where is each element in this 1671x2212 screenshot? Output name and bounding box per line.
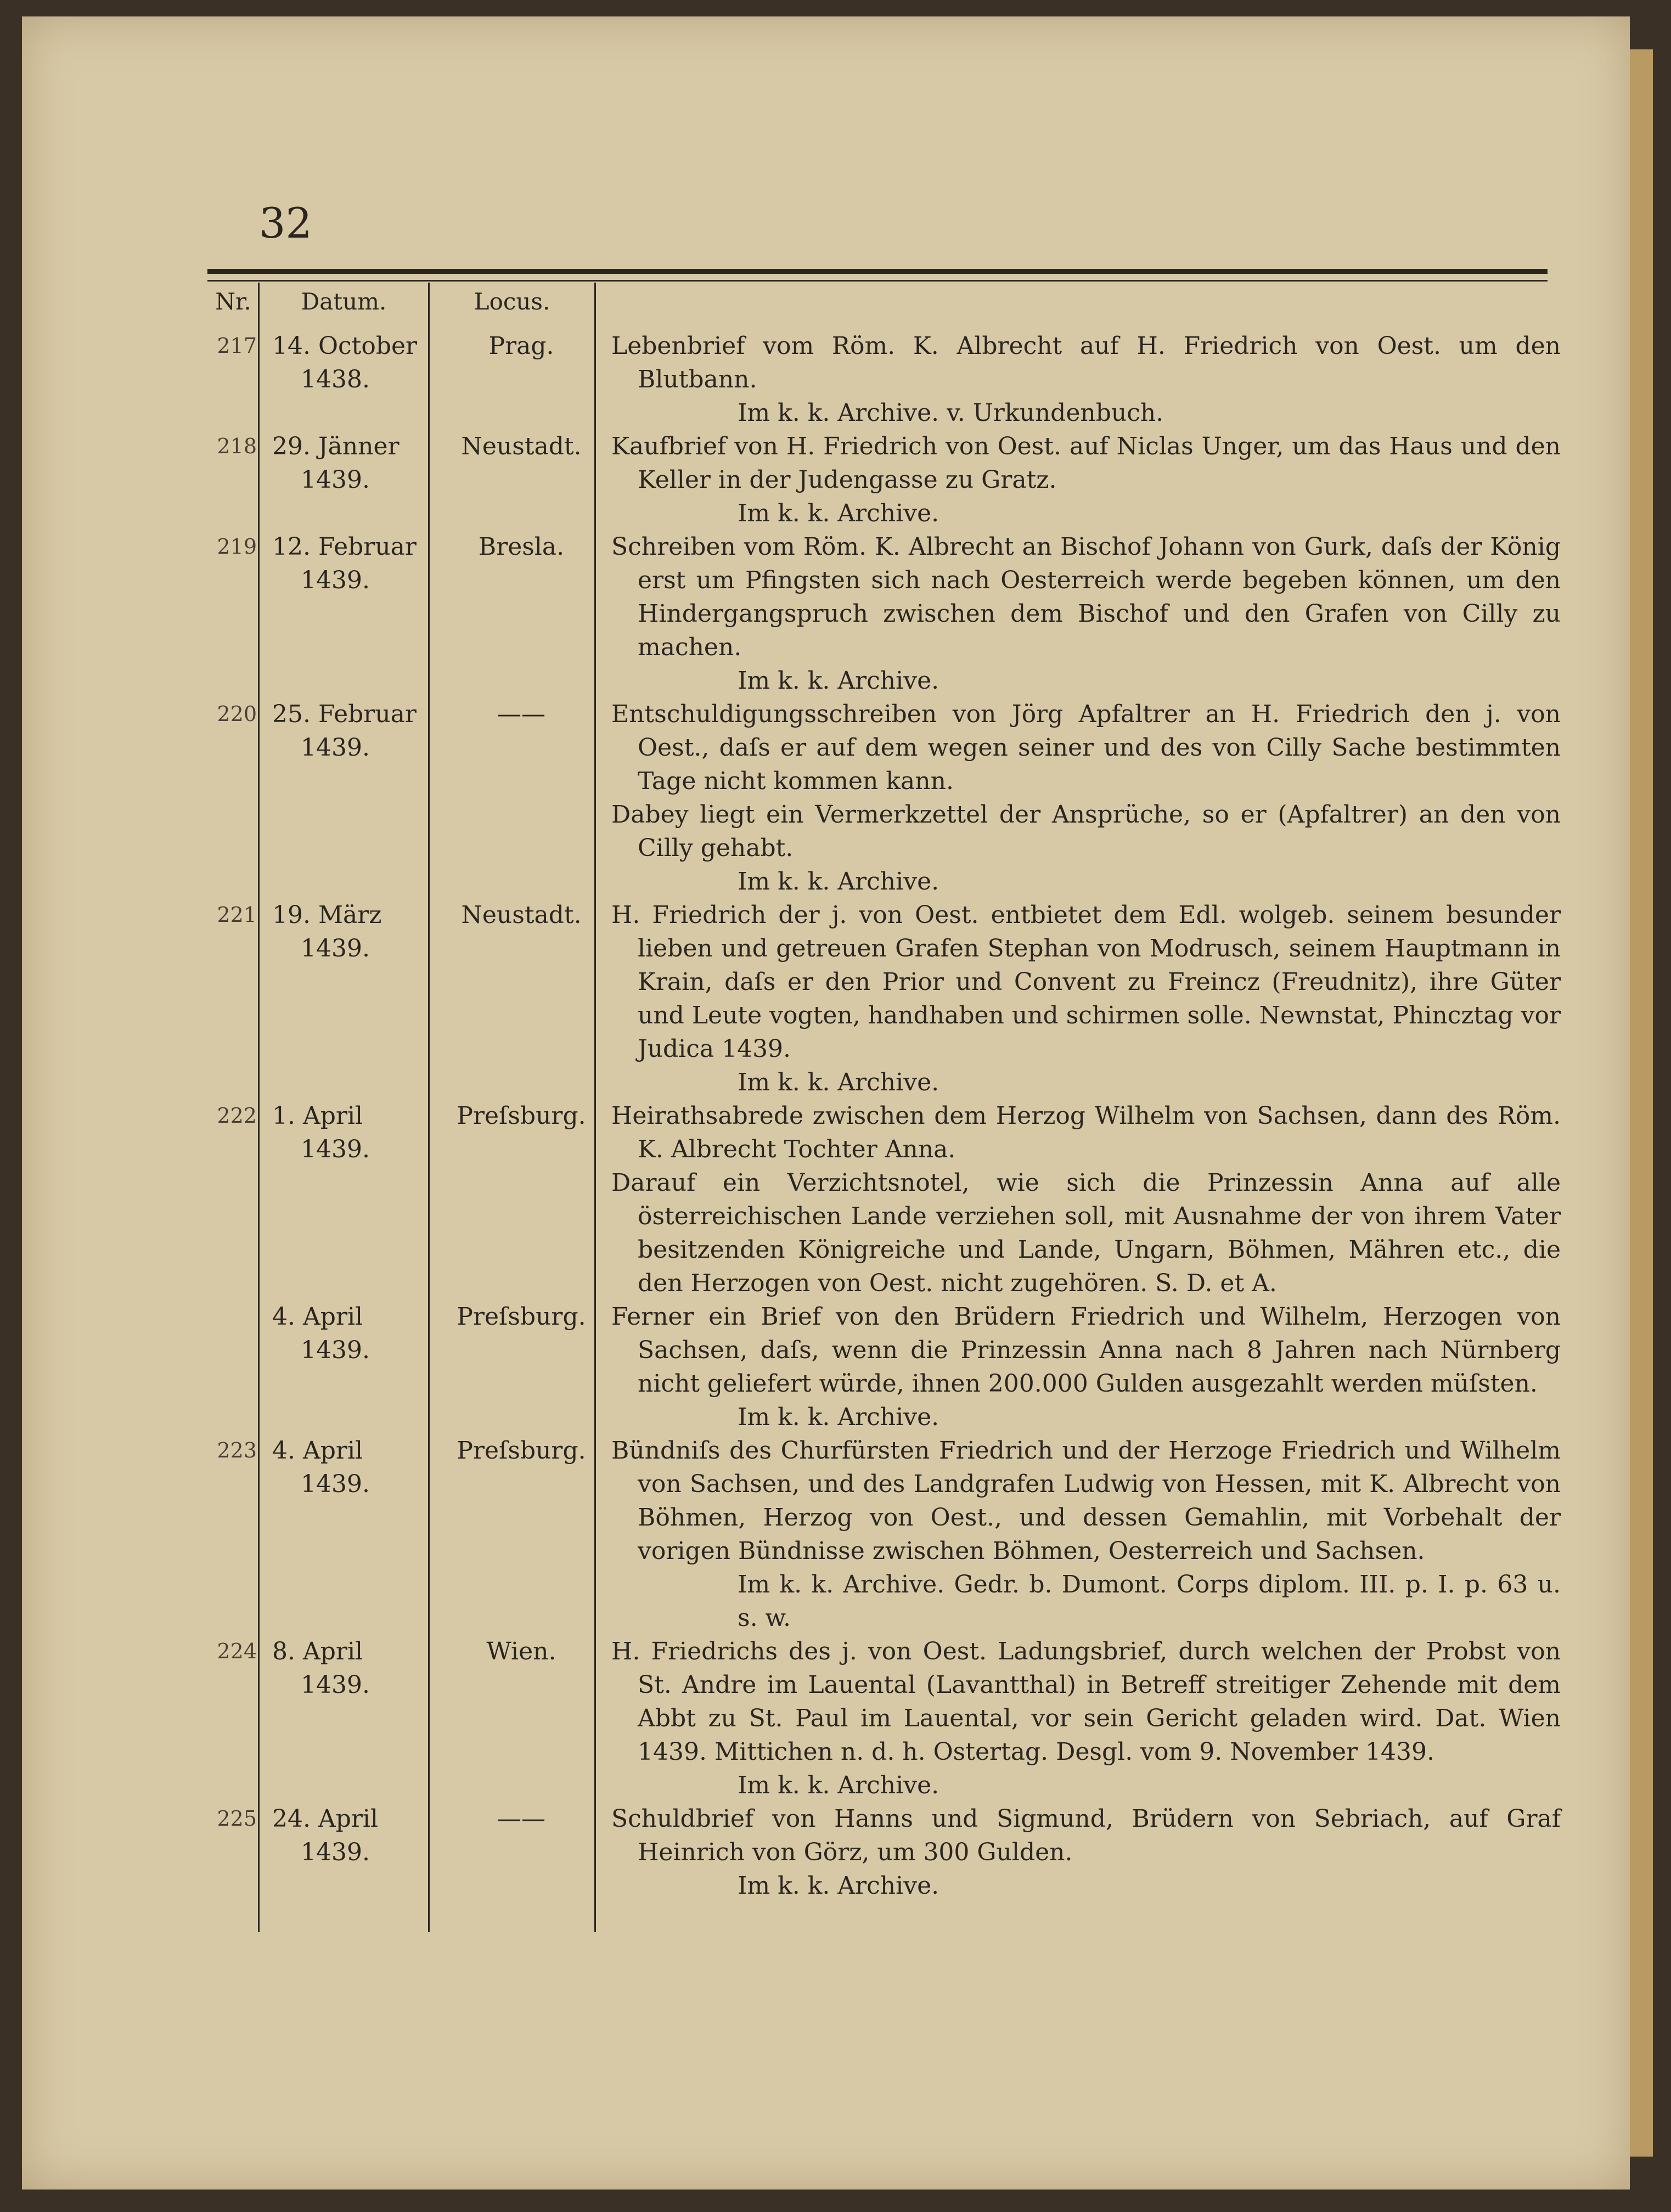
entry-place: Preſsburg. xyxy=(457,1102,586,1130)
entry-place: Neustadt. xyxy=(461,901,582,929)
entry-description xyxy=(611,898,1561,1099)
entry-date xyxy=(262,1635,431,1802)
entry-date-day: 8. April xyxy=(272,1637,363,1665)
entry-date-year: 1439. xyxy=(301,1671,370,1699)
entry-number: 224 xyxy=(217,1639,257,1663)
entry-date-year: 1439. xyxy=(301,935,370,963)
entry-date xyxy=(262,530,431,697)
entry-date-year: 1439. xyxy=(301,566,370,594)
entry-date-year: 1438. xyxy=(301,365,370,393)
entry-date xyxy=(262,1099,431,1300)
entry-place: —— xyxy=(497,1805,545,1833)
entry-place: Wien. xyxy=(486,1637,556,1665)
entry-row xyxy=(203,1434,1559,1635)
entry-date-day: 29. Jänner xyxy=(272,432,400,460)
page-number: 32 xyxy=(259,199,312,247)
entry-number: 217 xyxy=(217,334,257,358)
entry-description xyxy=(611,530,1561,697)
entry-date xyxy=(262,329,431,430)
entry-row xyxy=(203,1300,1559,1434)
entry-date-year: 1439. xyxy=(301,1336,370,1364)
entry-place: Bresla. xyxy=(478,533,565,561)
header-datum: Datum. xyxy=(301,288,387,315)
entry-place: Neustadt. xyxy=(461,432,582,460)
header-locus: Locus. xyxy=(474,288,550,315)
entry-date-day: 1. April xyxy=(272,1102,363,1130)
entry-description xyxy=(611,1635,1561,1802)
entry-paragraph: H. Friedrich der j. von Oest. entbietet dem Edl. wolgeb. seinem besunder lieben und getreuen Grafen Stephan von Modrusch, seinem Hauptmann in Krain, daſs er den Prior und Convent zu Freincz (Freudnitz), ihre Güter und Leute vogten, handhaben und schirmen solle. Newnstat, Phincztag vor Judica 1439. xyxy=(611,901,1561,1063)
entry-number: 219 xyxy=(217,534,257,559)
entry-date-day: 19. März xyxy=(272,901,382,929)
entry-archive-note: Im k. k. Archive. v. Urkundenbuch. xyxy=(738,399,1164,427)
entry-date-day: 14. October xyxy=(272,332,418,360)
entry-date xyxy=(262,430,431,530)
entry-row xyxy=(203,1802,1559,1903)
entry-paragraph: Ferner ein Brief von den Brüdern Friedrich und Wilhelm, Herzogen von Sachsen, daſs, wenn die Prinzessin Anna nach 8 Jahren nach Nürnberg nicht geliefert würde, ihnen 200.000 Gulden ausgezahlt werden müſsten. xyxy=(611,1303,1561,1398)
register-entries xyxy=(203,329,1559,1903)
entry-number: 220 xyxy=(217,702,257,726)
entry-description xyxy=(611,329,1561,430)
entry-paragraph: H. Friedrichs des j. von Oest. Ladungsbrief, durch welchen der Probst von St. Andre im Lauental (Lavantthal) in Betreff streitiger Zehende mit dem Abbt zu St. Paul im Lauental, vor sein Gericht geladen wird. Dat. Wien 1439. Mittichen n. d. h. Ostertag. Desgl. vom 9. November 1439. xyxy=(611,1637,1561,1766)
entry-number: 218 xyxy=(217,434,257,458)
entry-number: 225 xyxy=(217,1806,257,1831)
entry-place: Prag. xyxy=(488,332,554,360)
entry-place: —— xyxy=(497,700,545,728)
entry-description xyxy=(611,1300,1561,1434)
entry-date-year: 1439. xyxy=(301,1838,370,1866)
entry-place: Preſsburg. xyxy=(457,1303,586,1331)
entry-archive-note: Im k. k. Archive. xyxy=(738,1872,939,1900)
entry-date xyxy=(262,1802,431,1903)
entry-paragraph: Schreiben vom Röm. K. Albrecht an Bischof Johann von Gurk, daſs der König erst um Pfingsten sich nach Oesterreich werde begeben können, um den Hindergangspruch zwischen dem Bischof und den Grafen von Cilly zu machen. xyxy=(611,533,1561,661)
entry-date-day: 25. Februar xyxy=(272,700,417,728)
entry-date-day: 24. April xyxy=(272,1805,379,1833)
entry-row xyxy=(203,697,1559,898)
entry-date xyxy=(262,697,431,898)
entry-paragraph: Lebenbrief vom Röm. K. Albrecht auf H. Friedrich von Oest. um den Blutbann. xyxy=(611,332,1561,393)
entry-row xyxy=(203,1635,1559,1802)
entry-date-year: 1439. xyxy=(301,1470,370,1498)
entry-date xyxy=(262,898,431,1099)
header-rule-thin xyxy=(207,280,1548,282)
entry-date-day: 12. Februar xyxy=(272,533,417,561)
entry-paragraph: Entschuldigungsschreiben von Jörg Apfaltrer an H. Friedrich den j. von Oest., daſs er auf dem wegen seiner und des von Cilly Sache bestimmten Tage nicht kommen kann. xyxy=(611,700,1561,795)
entry-place: Preſsburg. xyxy=(457,1437,586,1465)
entry-archive-note: Im k. k. Archive. Gedr. b. Dumont. Corps diplom. III. p. I. p. 63 u. s. w. xyxy=(738,1571,1561,1632)
entry-row xyxy=(203,430,1559,530)
entry-date xyxy=(262,1434,431,1635)
entry-paragraph: Dabey liegt ein Vermerkzettel der Ansprüche, so er (Apfaltrer) an den von Cilly gehabt. xyxy=(611,801,1561,862)
entry-number: 221 xyxy=(217,903,257,927)
header-rule-thick xyxy=(207,269,1548,274)
entry-row xyxy=(203,898,1559,1099)
entry-archive-note: Im k. k. Archive. xyxy=(738,499,939,527)
entry-archive-note: Im k. k. Archive. xyxy=(738,1771,939,1799)
entry-description xyxy=(611,1099,1561,1300)
entry-number: 223 xyxy=(217,1438,257,1462)
entry-date-year: 1439. xyxy=(301,466,370,494)
header-nr: Nr. xyxy=(215,288,251,315)
entry-paragraph: Darauf ein Verzichtsnotel, wie sich die Prinzessin Anna auf alle österreichischen Lande verziehen soll, mit Ausnahme der von ihrem Vater besitzenden Königreiche und Lande, Ungarn, Böhmen, Mähren etc., die den Herzogen von Oest. nicht zugehören. S. D. et A. xyxy=(611,1169,1561,1297)
entry-archive-note: Im k. k. Archive. xyxy=(738,1403,939,1431)
entry-description xyxy=(611,697,1561,898)
entry-archive-note: Im k. k. Archive. xyxy=(738,1068,939,1096)
entry-row xyxy=(203,530,1559,697)
entry-description xyxy=(611,430,1561,530)
entry-date xyxy=(262,1300,431,1434)
entry-row xyxy=(203,329,1559,430)
entry-description xyxy=(611,1802,1561,1903)
entry-date-day: 4. April xyxy=(272,1437,363,1465)
entry-paragraph: Schuldbrief von Hanns und Sigmund, Brüdern von Sebriach, auf Graf Heinrich von Görz, um 300 Gulden. xyxy=(611,1805,1561,1866)
entry-date-day: 4. April xyxy=(272,1303,363,1331)
entry-date-year: 1439. xyxy=(301,734,370,762)
entry-paragraph: Heirathsabrede zwischen dem Herzog Wilhelm von Sachsen, dann des Röm. K. Albrecht Tochter Anna. xyxy=(611,1102,1561,1163)
entry-row xyxy=(203,1099,1559,1300)
entry-paragraph: Bündniſs des Churfürsten Friedrich und der Herzoge Friedrich und Wilhelm von Sachsen, und des Landgrafen Ludwig von Hessen, mit K. Albrecht von Böhmen, Herzog von Oest., und dessen Gemahlin, mit Vorbehalt der vorigen Bündnisse zwischen Böhmen, Oesterreich und Sachsen. xyxy=(611,1437,1561,1565)
entry-description xyxy=(611,1434,1561,1635)
entry-number: 222 xyxy=(217,1104,257,1128)
page-edge-strip xyxy=(1630,49,1653,2157)
entry-archive-note: Im k. k. Archive. xyxy=(738,667,939,695)
entry-paragraph: Kaufbrief von H. Friedrich von Oest. auf Niclas Unger, um das Haus und den Keller in der Judengasse zu Gratz. xyxy=(611,432,1561,494)
entry-date-year: 1439. xyxy=(301,1135,370,1163)
entry-number xyxy=(203,1300,257,1434)
entry-archive-note: Im k. k. Archive. xyxy=(738,868,939,896)
